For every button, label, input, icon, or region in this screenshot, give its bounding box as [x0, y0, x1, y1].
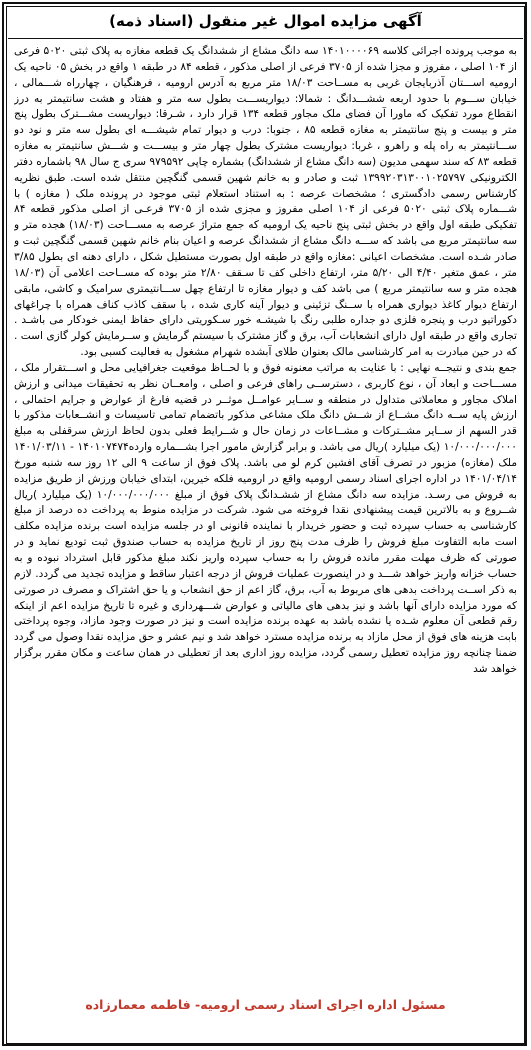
notice-paragraph-property-details: به موجب پرونده اجرائی کلاسه ۱۴۰۱۰۰۰۰۶۹ سه دانگ مشاع از ششدانگ یک قطعه مغازه به پلاک ثبتی ۵۰۲۰ فرعی از ۱۰۴ اصلی ، مفروز و مجزا شده از ۳۷۰۵ فرعی از اصلی مذکور ، قطعه ۸۴ در طبقه ۱ واقع در بخش ۰۵ ناحیه یک ارومیه اســـتان آذربایجان غربی به مســاحت ۱۸/۰۳ متر مربع به آدرس ارومیه ، فرهنگیان ، چهارراه شـــمالی ، خیابان ســـوم با حدود اربعه ششـــدانگ : شمالا: دیواریســـت بطول سه متر و هفتاد و هشت سانتیمتر به درز انقطاع مورد تفکیک که ماورا آن فضای ملک مجاور قطعه ۱۳۴ قرار دارد ، شـرقا: دیواریست مشـــترک بطول پنج متر و بیست و پنج سانتیمتر به مغازه قطعه ۸۵ ، جنوبا: درب و دیوار تمام شیشـــه ای بطول سه متر و نود دو ســـانتیمتر به راه پله و راهرو ، غربا: دیواریست مشترک بطول چهار متر و بیســـت و شـــش سانتیمتر به مغازه قطعه ۸۳ که سند سهمی مدیون (سه دانگ مشاع از ششدانگ) بشماره چاپی ۹۷۹۵۹۲ سری ج سال ۹۸ باشماره دفتر الکترونیکی ۱۳۹۹۲۰۳۱۳۰۰۱۰۲۵۷۹۷ ثبت و صادر و به خانم شهین قسمی گنگچین منتقل شده است. طبق نظریه کارشناس رسمی دادگستری ؛ مشخصات عرصه : به استناد استعلام ثبتی موجود در پرونده ملک ( مغازه ) با شـــماره پلاک ثبتی ۵۰۲۰ فرعی از ۱۰۴ اصلی مفروز و مجزی شده از ۳۷۰۵ فرعـی از اصلی مذکور قطعه ۸۴ تفکیکی طبقه اول واقع در بخش ثبتی پنج ناحیه یک ارومیه که جمع متراژ عرصه به مســـاحت (۱۸/۰۳) هجده متر و سه سانتیمتر مربع می باشد که ســـه دانگ مشاع از ششدانگ عرصه و اعیان بنام خانم شهین قسمی گنگچین ثبت و صادر شـده است. مشخصات اعیانی :مغازه واقع در طبقه اول بصورت مستطیل شکل ، دارای دهنه ای بطول ۳/۸۵ متر ، عمق متغیر ۴/۴۰ الی ۵/۲۰ متر، ارتفاع داخلی کف تا سـقف ۲/۸۰ متر بوده که مســاحت اعلامی آن (۱۸/۰۳ هجده متر و سه سانتیمتر مربع ) می باشد کف و دیوار مغازه تا ارتفاع چهل ســـانتیمتری سرامیک و کاشی، مابقی ارتفاع دیوار کاغذ دیواری همراه با ســنگ تزئینی و دیوار آینه کاری شده ، با سقف کاذب کناف همراه با چراغهای دکوراتیو درب و پنجره فلزی دو جداره طلبی رنگ با شیشـه خور سـکوریتی دارای حفاظ ایمنی خودکار می باشـد . تجاری واقع در طبقه اول دارای انشعابات آب، برق و گاز مشترک با سیستم گرمایش و ســرمایش کولر گازی است . که در حین مبادرت به امر کارشناسی مالک بعنوان طلای آبشده شهرام مشغول به فعالیت کسبی بود. — [14, 45, 517, 359]
notice-header — [8, 4, 523, 38]
title-divider — [8, 38, 523, 39]
notice-paragraph-auction-terms: جمع بندی و نتیجــه نهایی : با عنایت به مراتب معنونه فوق و با لحــاظ موقعیت جغرافیایی محل و اســـتقرار ملک ، مســـاحت و ابعاد آن ، نوع کاربری ، دسترســی راهای فرعی و اصلی ، وامعــان نظر به تحقیقات میدانی و ارزش املاک مجاور و معاملاتی متداول در منطقه و ســایر عوامــل موثــر در قضیه فارغ از عوارض و جرایم احتمالی ، ارزش پایه ســه دانگ مشــاع از شــش دانگ ملک مشاعی مذکور باتضمام تمامی تاسیسات و انشــعابات مذکور با قدر السهم از ســایر مشــترکات و مشــاعات در زمان حال و شــرایط فعلی بدون لحاظ ارزش سرقفلی به مبلغ ۱۰/۰۰۰/۰۰۰/۰۰۰ (یک میلیارد )ریال می باشد. و برابر گزارش مامور اجرا بشـــماره وارده۱۴۰۱۰۷۴۷۴ - ۱۴۰۱/۰۳/۱۱ ملک (مغازه) مزبور در تصرف آقای افشین کرم لو می باشد. پلاک فوق از ساعت ۹ الی ۱۲ روز سه شنبه مورخ ۱۴۰۱/۰۴/۱۴ در اداره اجرای اسناد رسمی ارومیه واقع در ارومیه فلکه خیرین، ابتدای خیابان ورزش از طریق مزایده به فروش می رسـد. مزایده سه دانگ مشاع از ششـدانگ پلاک فوق از مبلغ ۱۰/۰۰۰/۰۰۰/۰۰۰ (یک میلیارد )ریال شــروع و به بالاترین قیمت پیشنهادی نقدا فروخته می شود. شرکت در مزایده منوط به پرداخت ده درصد از مبلغ کارشناسی به حساب سپرده ثبت و حضور خریدار با نماینده قانونی او در جلسه مزایده است برنده مزایده مکلف است مابه التفاوت مبلغ فروش را ظرف مدت پنج روز از تاریخ مزایده به حساب صندوق ثبت تودیع نماید و در صورتی که ظرف مهلت مقرر مانده فروش را به حساب سپرده واریز نکند مبلغ مذکور قابل استرداد نبوده و به حساب خزانه واریز خواهد شـــد و در اینصورت عملیات فروش از درجه اعتبار ساقط و مزایده تجدید می گردد. لازم به ذکر اســت پرداخت بدهی های مربوط به آب، برق، گاز اعم از حق انشعاب و یا حق اشتراک و مصرف در صورتی که مورد مزایده دارای آنها باشد و نیز بدهی های مالیاتی و عوارض شـــهرداری و غیره تا تاریخ مزایده اعم از اینکه رقم قطعی آن معلوم شـده یا نشده باشد به عهده برنده مزایده است و نیز در صورت وجود مازاد، وجوه پرداختی بابت هزینه های فوق از محل مازاد به برنده مزایده مسترد خواهد شد و نیم عشر و حق مزایده نقدا وصول می گردد ضمنا چنانچه روز مزایده تعطیل رسمی گردد، مزایده روز اداری بعد از تعطیلی در همان ساعت و مکان مقرر برگزار خواهد شد — [14, 361, 517, 675]
notice-signature: مسئول اداره اجرای اسناد رسمی ارومیه- فاطمه معمارزاده — [85, 997, 446, 1012]
notice-title: آگهی مزایده اموال غیر منقول (اسناد ذمه) — [109, 12, 422, 30]
notice-body — [14, 44, 517, 980]
